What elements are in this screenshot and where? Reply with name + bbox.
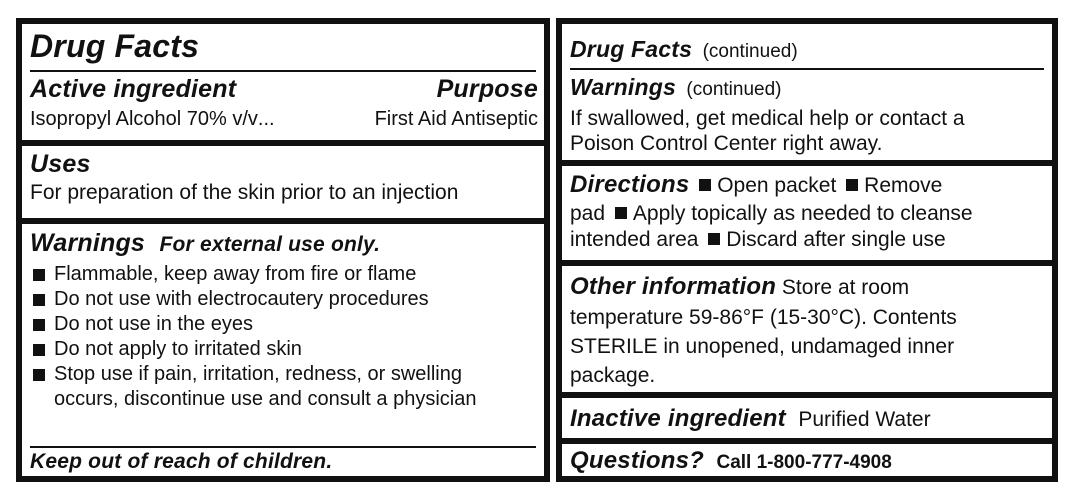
drug-facts-panel-left: [16, 18, 550, 482]
title-section: [562, 34, 1052, 64]
divider: [570, 68, 1044, 70]
other-information-line: Store at room: [781, 276, 910, 299]
other-information-line: package.: [570, 364, 656, 387]
drug-facts-title-continued: Drug Facts: [570, 36, 693, 62]
keep-out-of-reach: Keep out of reach of children.: [30, 450, 333, 473]
warnings-text-line: Poison Control Center right away.: [570, 132, 883, 155]
warning-item: Stop use if pain, irritation, redness, or swelling occurs, discontinue use and consult a physician: [30, 362, 530, 412]
warning-item: Do not apply to irritated skin: [30, 337, 530, 362]
warnings-continued-section: [562, 72, 1052, 156]
other-information-section: [562, 272, 1052, 390]
bullet-square: [615, 207, 627, 219]
questions-phone: Call 1-800-777-4908: [716, 452, 892, 473]
direction-fragment: Apply topically as needed to cleanse: [632, 202, 973, 225]
direction-fragment: intended area: [570, 228, 699, 251]
divider-thick: [22, 140, 544, 146]
divider: [30, 70, 536, 72]
divider-thick: [562, 392, 1052, 398]
direction-fragment: pad: [570, 202, 606, 225]
divider-thick: [562, 260, 1052, 266]
external-use-note: For external use only.: [159, 233, 381, 256]
bullet-square: [846, 179, 858, 191]
other-information-line: STERILE in unopened, undamaged inner: [570, 335, 955, 358]
inactive-ingredient-heading: Inactive ingredient: [570, 405, 786, 432]
directions-heading: Directions: [570, 171, 690, 198]
uses-heading: Uses: [30, 150, 91, 178]
continued-label: (continued): [686, 79, 782, 100]
questions-section: [562, 446, 1052, 476]
active-ingredient-heading: Active ingredient: [30, 75, 237, 103]
drug-facts-title: Drug Facts: [30, 28, 200, 64]
inactive-ingredient-value: Purified Water: [798, 408, 931, 431]
bullet-square: [699, 179, 711, 191]
leader-dots: ...: [257, 108, 275, 130]
warnings-heading: Warnings: [30, 229, 146, 257]
warning-item: Do not use in the eyes: [30, 312, 530, 337]
purpose-value: First Aid Antiseptic: [374, 108, 538, 130]
purpose-heading: Purpose: [436, 75, 538, 103]
warning-item: Do not use with electrocautery procedures: [30, 287, 530, 312]
other-information-heading: Other information: [570, 273, 777, 300]
uses-section: [22, 148, 544, 205]
divider-thick: [562, 160, 1052, 166]
questions-heading: Questions?: [570, 447, 705, 474]
direction-item: Open packet: [717, 174, 837, 197]
uses-text: For preparation of the skin prior to an injection: [30, 181, 459, 204]
warnings-list: [30, 262, 530, 412]
keep-out-section: [22, 448, 544, 476]
continued-label: (continued): [702, 41, 798, 62]
warning-item: Flammable, keep away from fire or flame: [30, 262, 530, 287]
warnings-text-line: If swallowed, get medical help or contact a: [570, 107, 965, 130]
active-ingredient-section: [22, 74, 544, 134]
warnings-section: [22, 228, 544, 412]
directions-section: Directions Open packet Remove pad Apply topically as needed to cleanse intended area Discard after single use: [570, 171, 973, 251]
warnings-heading: Warnings: [570, 74, 676, 100]
drug-facts-panel-right: [556, 18, 1058, 482]
divider-thick: [22, 218, 544, 224]
direction-item: Discard after single use: [726, 228, 946, 251]
title-section: [22, 26, 544, 66]
divider-thick: [562, 438, 1052, 444]
bullet-square: [708, 233, 720, 245]
inactive-ingredient-section: [562, 404, 1052, 434]
other-information-line: temperature 59-86°F (15-30°C). Contents: [570, 306, 957, 329]
active-ingredient-value: Isopropyl Alcohol 70% v/v: [30, 108, 258, 130]
